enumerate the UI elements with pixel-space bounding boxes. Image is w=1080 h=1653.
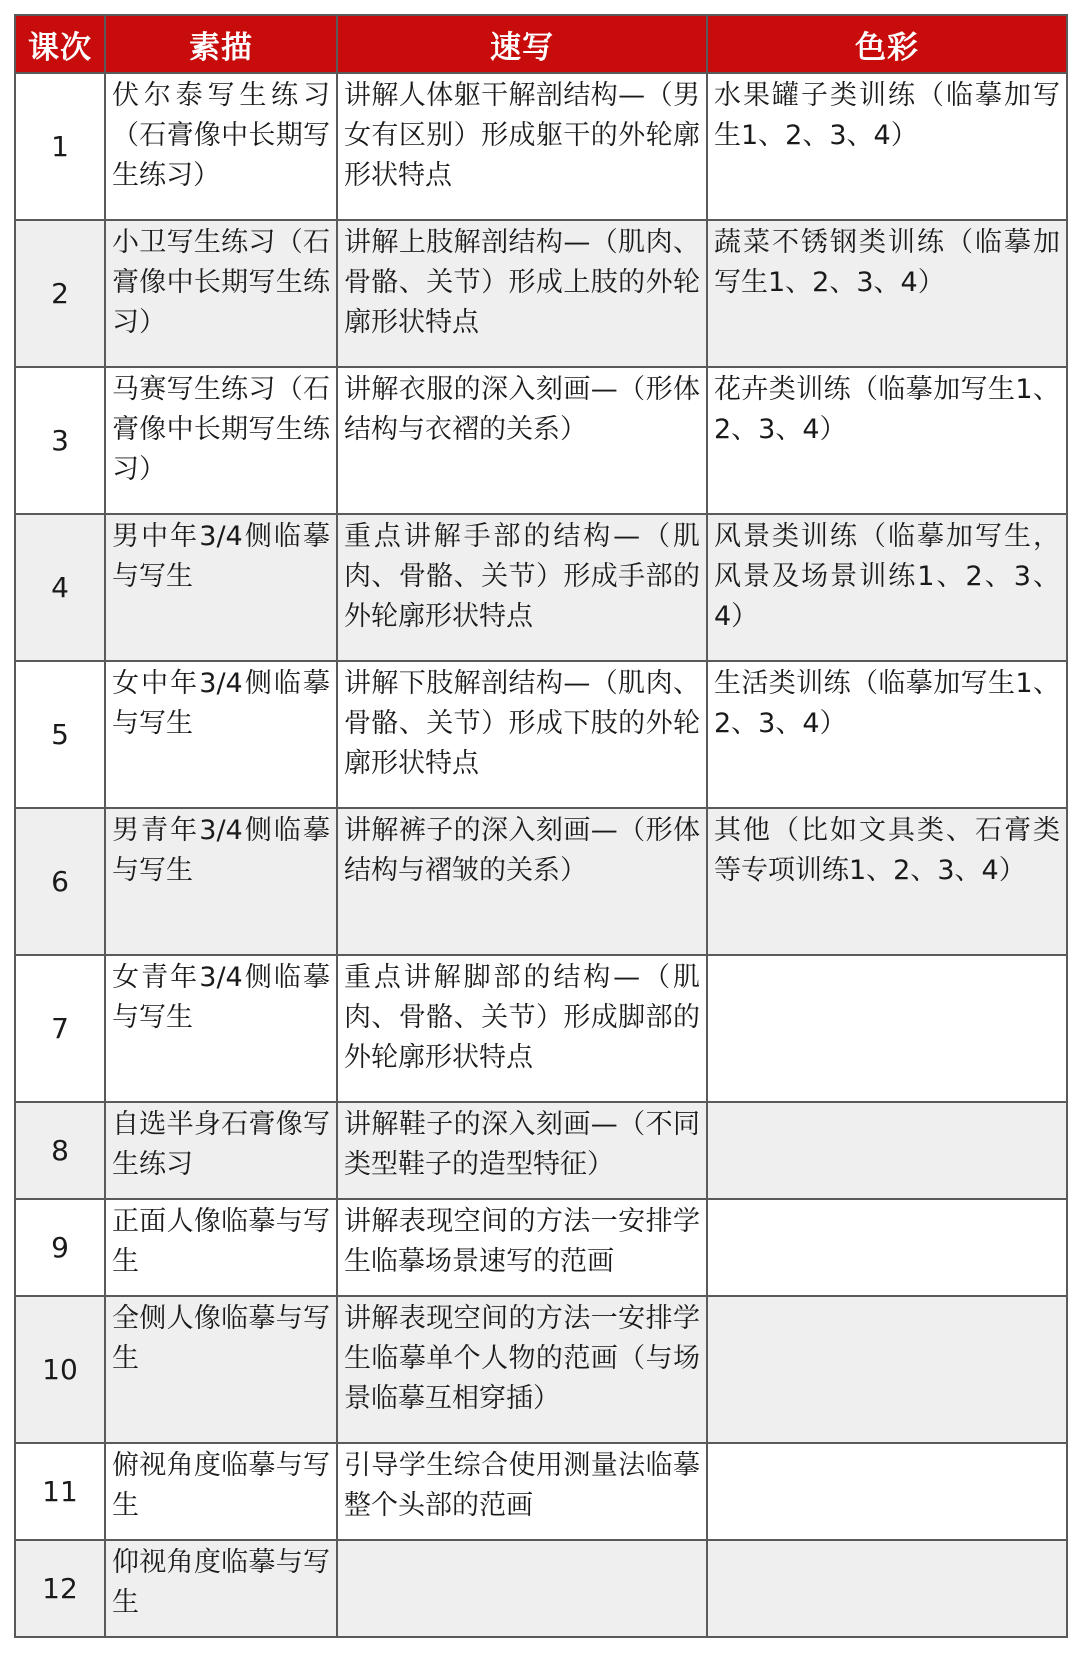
header-lesson: 课次 — [15, 15, 105, 73]
color-cell — [707, 1199, 1067, 1296]
table-row — [15, 808, 1067, 955]
quick-sketch-cell: 讲解裤子的深入刻画—（形体结构与褶皱的关系） — [337, 808, 707, 955]
lesson-number: 5 — [15, 661, 105, 808]
sketch-cell: 正面人像临摹与写生 — [105, 1199, 337, 1296]
table-row — [15, 1443, 1067, 1540]
lesson-number: 12 — [15, 1540, 105, 1637]
sketch-cell: 男中年3/4侧临摹与写生 — [105, 514, 337, 661]
sketch-cell: 男青年3/4侧临摹与写生 — [105, 808, 337, 955]
header-sketch: 素描 — [105, 15, 337, 73]
color-cell: 水果罐子类训练（临摹加写生1、2、3、4） — [707, 73, 1067, 220]
color-cell — [707, 1102, 1067, 1199]
quick-sketch-cell: 讲解上肢解剖结构—（肌肉、骨骼、关节）形成上肢的外轮廓形状特点 — [337, 220, 707, 367]
color-cell — [707, 1443, 1067, 1540]
header-quick-sketch: 速写 — [337, 15, 707, 73]
table-row — [15, 367, 1067, 514]
table-row — [15, 1199, 1067, 1296]
lesson-number: 2 — [15, 220, 105, 367]
table-row — [15, 1102, 1067, 1199]
quick-sketch-cell: 重点讲解手部的结构—（肌肉、骨骼、关节）形成手部的外轮廓形状特点 — [337, 514, 707, 661]
lesson-number: 8 — [15, 1102, 105, 1199]
table-row — [15, 661, 1067, 808]
lesson-number: 10 — [15, 1296, 105, 1443]
lesson-number: 6 — [15, 808, 105, 955]
quick-sketch-cell: 讲解人体躯干解剖结构—（男女有区别）形成躯干的外轮廓形状特点 — [337, 73, 707, 220]
table-row — [15, 514, 1067, 661]
course-schedule-table — [14, 14, 1068, 1638]
table-row — [15, 1296, 1067, 1443]
lesson-number: 1 — [15, 73, 105, 220]
table-body — [15, 73, 1067, 1637]
sketch-cell: 马赛写生练习（石膏像中长期写生练习） — [105, 367, 337, 514]
quick-sketch-cell: 引导学生综合使用测量法临摹整个头部的范画 — [337, 1443, 707, 1540]
color-cell: 蔬菜不锈钢类训练（临摹加写生1、2、3、4） — [707, 220, 1067, 367]
color-cell — [707, 1296, 1067, 1443]
header-color: 色彩 — [707, 15, 1067, 73]
color-cell — [707, 1540, 1067, 1637]
lesson-number: 4 — [15, 514, 105, 661]
quick-sketch-cell: 重点讲解脚部的结构—（肌肉、骨骼、关节）形成脚部的外轮廓形状特点 — [337, 955, 707, 1102]
sketch-cell: 女中年3/4侧临摹与写生 — [105, 661, 337, 808]
color-cell: 风景类训练（临摹加写生，风景及场景训练1、2、3、4） — [707, 514, 1067, 661]
sketch-cell: 伏尔泰写生练习（石膏像中长期写生练习） — [105, 73, 337, 220]
color-cell: 生活类训练（临摹加写生1、2、3、4） — [707, 661, 1067, 808]
lesson-number: 7 — [15, 955, 105, 1102]
quick-sketch-cell: 讲解鞋子的深入刻画—（不同类型鞋子的造型特征） — [337, 1102, 707, 1199]
quick-sketch-cell: 讲解下肢解剖结构—（肌肉、骨骼、关节）形成下肢的外轮廓形状特点 — [337, 661, 707, 808]
sketch-cell: 自选半身石膏像写生练习 — [105, 1102, 337, 1199]
color-cell: 其他（比如文具类、石膏类等专项训练1、2、3、4） — [707, 808, 1067, 955]
sketch-cell: 小卫写生练习（石膏像中长期写生练习） — [105, 220, 337, 367]
table-header — [15, 15, 1067, 73]
lesson-number: 3 — [15, 367, 105, 514]
color-cell — [707, 955, 1067, 1102]
table-row — [15, 1540, 1067, 1637]
table-row — [15, 73, 1067, 220]
sketch-cell: 女青年3/4侧临摹与写生 — [105, 955, 337, 1102]
quick-sketch-cell: 讲解表现空间的方法一安排学生临摹单个人物的范画（与场景临摹互相穿插） — [337, 1296, 707, 1443]
table-row — [15, 955, 1067, 1102]
lesson-number: 11 — [15, 1443, 105, 1540]
lesson-number: 9 — [15, 1199, 105, 1296]
color-cell: 花卉类训练（临摹加写生1、2、3、4） — [707, 367, 1067, 514]
quick-sketch-cell — [337, 1540, 707, 1637]
quick-sketch-cell: 讲解表现空间的方法一安排学生临摹场景速写的范画 — [337, 1199, 707, 1296]
sketch-cell: 全侧人像临摹与写生 — [105, 1296, 337, 1443]
header-row — [15, 15, 1067, 73]
quick-sketch-cell: 讲解衣服的深入刻画—（形体结构与衣褶的关系） — [337, 367, 707, 514]
table-row — [15, 220, 1067, 367]
sketch-cell: 仰视角度临摹与写生 — [105, 1540, 337, 1637]
sketch-cell: 俯视角度临摹与写生 — [105, 1443, 337, 1540]
